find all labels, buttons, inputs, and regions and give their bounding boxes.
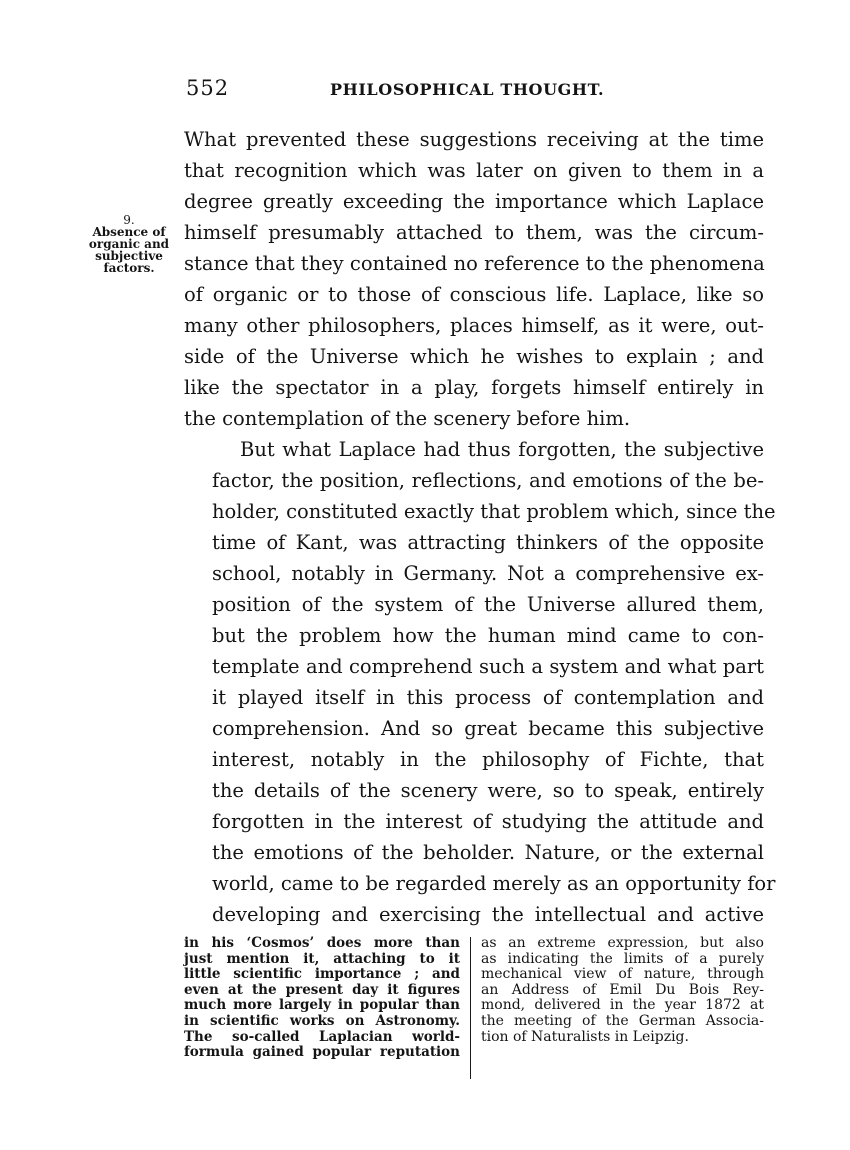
footnote-line: even at the present day it figures xyxy=(184,981,460,998)
text-line: school, notably in Germany. Not a comprehensive ex- xyxy=(212,562,764,585)
footnote-line: as an extreme expression, but also xyxy=(481,935,764,951)
page-number: 552 xyxy=(186,76,230,100)
footnote-line: tion of Naturalists in Leipzig. xyxy=(481,1028,689,1045)
footnote-left-column xyxy=(184,936,470,1079)
text-line: that recognition which was later on given to them in a xyxy=(184,159,764,182)
text-line: forgotten in the interest of studying the attitude and xyxy=(212,810,764,833)
text-line: like the spectator in a play, forgets himself entirely in xyxy=(184,376,764,399)
text-line: the details of the scenery were, so to speak, entirely xyxy=(212,779,764,802)
footnote-line: just mention it, attaching to it xyxy=(184,950,460,967)
text-line: the emotions of the beholder. Nature, or the external xyxy=(212,841,764,864)
footnote-right-column xyxy=(471,936,764,1079)
footnote-line: formula gained popular reputation xyxy=(184,1044,460,1061)
text-line: of organic or to those of conscious life. Laplace, like so xyxy=(184,283,764,306)
margin-note-line: Absence of xyxy=(92,225,166,239)
text-line: degree greatly exceeding the importance which Laplace xyxy=(184,190,764,213)
footnote-line: as indicating the limits of a purely xyxy=(481,950,764,967)
footnote-line: an Address of Emil Du Bois Rey- xyxy=(481,981,764,998)
footnote-line: little scientific importance ; and xyxy=(184,966,460,983)
text-line: but the problem how the human mind came to con- xyxy=(212,624,764,647)
paragraph-2 xyxy=(184,434,776,930)
text-line: What prevented these suggestions receiving at the time xyxy=(184,128,764,151)
text-line: comprehension. And so great became this subjective xyxy=(212,717,764,740)
text-line: the contemplation of the scenery before him. xyxy=(184,407,631,430)
margin-note-section-number: 9. xyxy=(123,213,135,227)
footnote-line: much more largely in popular than xyxy=(184,997,460,1014)
running-title: PHILOSOPHICAL THOUGHT. xyxy=(330,80,605,99)
footnote-line: the meeting of the German Associa- xyxy=(481,1012,764,1029)
text-line: holder, constituted exactly that problem which, since the xyxy=(212,500,776,523)
text-line: himself presumably attached to them, was the circum- xyxy=(184,221,764,244)
text-line: side of the Universe which he wishes to explain ; and xyxy=(184,345,764,368)
text-line: stance that they contained no reference to the phenomena xyxy=(184,252,765,275)
text-line: many other philosophers, places himself, as it were, out- xyxy=(184,314,764,337)
footnote-line: in his ‘Cosmos’ does more than xyxy=(184,935,460,951)
text-line: interest, notably in the philosophy of Fichte, that xyxy=(212,748,764,771)
text-line: But what Laplace had thus forgotten, the subjective xyxy=(240,438,764,461)
text-line: it played itself in this process of contemplation and xyxy=(212,686,764,709)
paragraph-1 xyxy=(184,124,764,434)
margin-note-line: subjective xyxy=(95,249,163,263)
text-line: developing and exercising the intellectual and active xyxy=(212,903,764,926)
footnote-line: in scientific works on Astronomy. xyxy=(184,1012,460,1029)
margin-note-line: factors. xyxy=(103,261,155,275)
body-text xyxy=(184,124,776,930)
text-line: factor, the position, reflections, and emotions of the be- xyxy=(212,469,764,492)
footnote-line: The so-called Laplacian world- xyxy=(184,1028,460,1045)
text-line: template and comprehend such a system and what part xyxy=(212,655,764,678)
text-line: world, came to be regarded merely as an opportunity for xyxy=(212,872,776,895)
footnote-line: mond, delivered in the year 1872 at xyxy=(481,997,764,1014)
text-line: position of the system of the Universe allured them, xyxy=(212,593,764,616)
margin-note-line: organic and xyxy=(88,237,170,251)
footnote-line: mechanical view of nature, through xyxy=(481,966,764,983)
margin-note xyxy=(84,214,174,274)
text-line: time of Kant, was attracting thinkers of the opposite xyxy=(212,531,764,554)
footnotes xyxy=(184,936,764,1079)
